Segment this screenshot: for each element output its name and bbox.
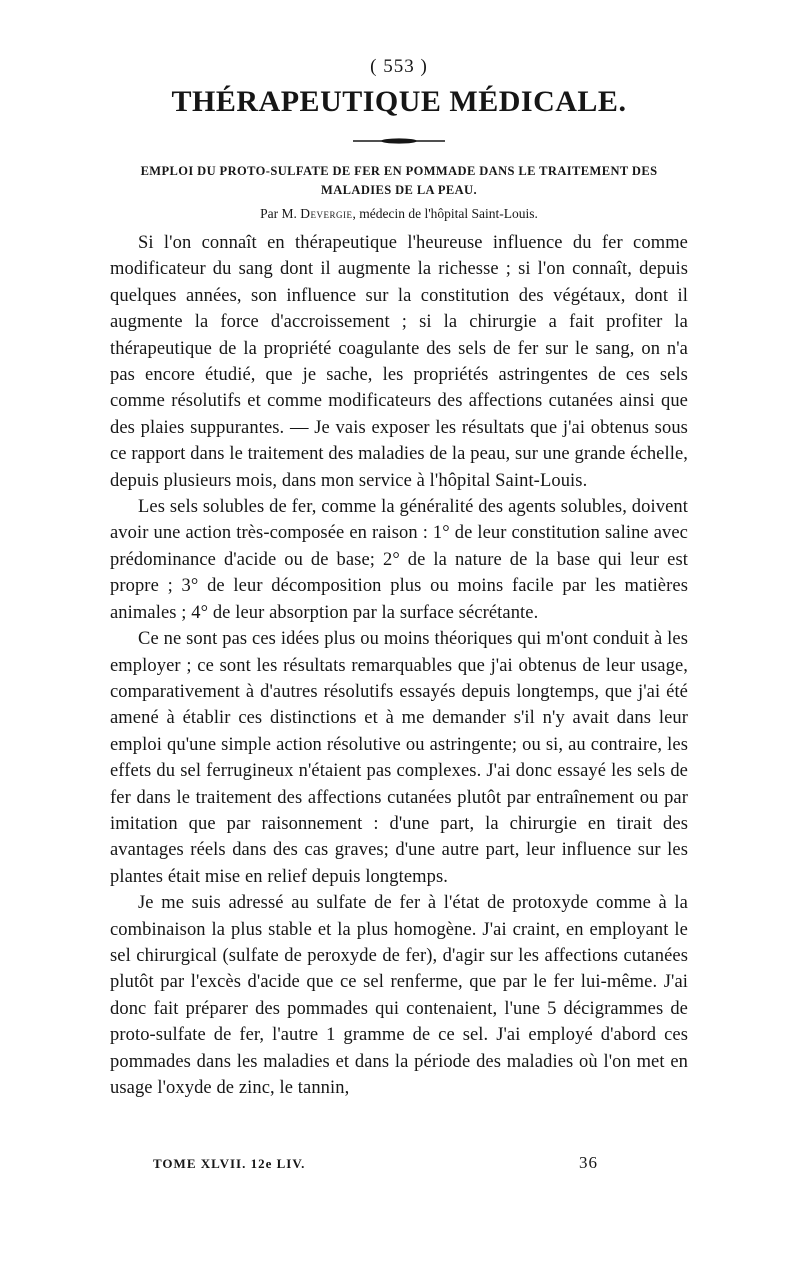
article-title: EMPLOI DU PROTO-SULFATE DE FER EN POMMADE DANS LE TRAITEMENT DES MALADIES DE LA PEAU. xyxy=(140,164,658,197)
page-footer xyxy=(153,1153,613,1172)
byline xyxy=(110,204,688,224)
body-paragraph: Je me suis adressé au sulfate de fer à l'état de protoxyde comme à la combinaison la plus stable et la plus homogène. J'ai craint, en employant le sel chirurgical (sulfate de peroxyde de fer), d'agir sur les affections cutanées plutôt par l'excès d'acide que ce sel renferme, que par le fer lui-même. J'ai donc fait préparer des pommades qui contenaient, l'une 5 décigrammes de proto-sulfate de fer, l'autre 1 gramme de ce sel. J'ai employé d'abord ces pommades dans les maladies et dans la période des maladies où l'on met en usage l'oxyde de zinc, le tannin, xyxy=(110,893,688,1098)
body-paragraph: Les sels solubles de fer, comme la généralité des agents solubles, doivent avoir une action très-composée en raison : 1° de leur constitution saline avec prédominance d'acide ou de base; 2° de la nature de la base qui leur est propre ; 3° de leur décomposition plus ou moins facile par les matières animales ; 4° de leur absorption par la surface sécrétante. xyxy=(110,497,688,623)
body-paragraph: Si l'on connaît en thérapeutique l'heureuse influence du fer comme modificateur du sang dont il augmente la richesse ; si l'on connaît, depuis quelques années, son influence sur la constitution des végétaux, dont il augmente la force d'accroissement ; si la chirurgie a fait profiter la thérapeutique de la propriété coagulante des sels de fer sur le sang, on n'a pas encore étudié, que je sache, les propriétés astringentes de ces sels comme résolutifs et comme modificateurs des affections cutanées ainsi que des plaies suppurantes. — Je vais exposer les résultats que j'ai obtenus sous ce rapport dans le traitement des maladies de la peau, sur une grande échelle, depuis plusieurs mois, dans mon service à l'hôpital Saint-Louis. xyxy=(110,233,688,491)
page-number: ( 553 ) xyxy=(370,56,428,77)
ornamental-rule-icon xyxy=(353,138,445,144)
signature-mark: 36 xyxy=(579,1153,598,1172)
volume-label: TOME XLVII. 12e LIV. xyxy=(153,1156,306,1171)
section-title: THÉRAPEUTIQUE MÉDICALE. xyxy=(171,85,627,118)
byline-prefix: Par M. xyxy=(260,206,297,221)
author-name: Devergie xyxy=(300,206,353,221)
book-page xyxy=(110,56,688,1101)
body-paragraph: Ce ne sont pas ces idées plus ou moins théoriques qui m'ont conduit à les employer ; ce sont les résultats remarquables que j'ai obtenus de leur usage, comparativement à d'autres résolutifs essayés depuis longtemps, que j'ai été amené à établir ces distinctions et à me demander s'il n'y avait dans leur emploi qu'une simple action résolutive ou astringente; ou si, au contraire, les effets du sel ferrugineux n'étaient pas complexes. J'ai donc essayé les sels de fer dans le traitement des affections cutanées plutôt par entraînement ou par imitation que par raisonnement : d'une part, la chirurgie en tirait des avantages réels dans des cas graves; d'une autre part, leur influence sur les plantes était mise en relief depuis longtemps. xyxy=(110,629,688,887)
byline-affiliation: , médecin de l'hôpital Saint-Louis. xyxy=(352,206,538,221)
